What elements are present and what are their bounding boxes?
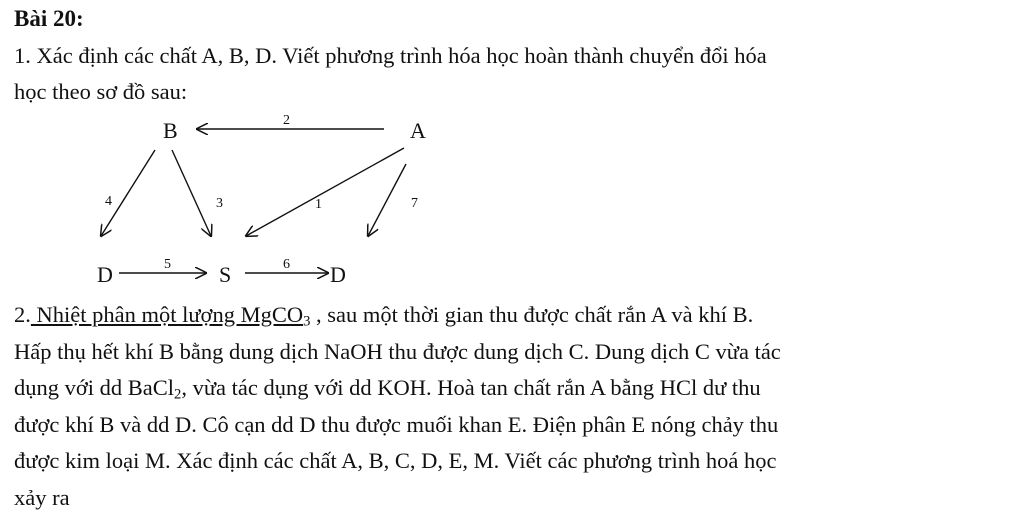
part-2-number: 2. (14, 302, 31, 327)
arrow-2-label: 2 (283, 113, 290, 128)
arrow-5-label: 5 (164, 257, 171, 272)
part-2-line-6: xảy ra (14, 484, 70, 510)
arrow-3-label: 3 (216, 196, 223, 211)
part-1-line-2: học theo sơ đồ sau: (14, 79, 188, 104)
part-2-line-3-tail: , vừa tác dụng với dd KOH. Hoà tan chất rắn A bằng HCl dư thu (181, 375, 761, 400)
part-2-line-3 (14, 370, 1014, 407)
arrow-1 (246, 148, 404, 236)
part-2-question (14, 297, 1014, 516)
node-s: S (219, 262, 232, 287)
arrow-6-label: 6 (283, 257, 290, 272)
arrow-7-label: 7 (411, 196, 418, 211)
arrow-4-label: 4 (105, 194, 112, 209)
arrow-1-label: 1 (315, 197, 322, 212)
part-2-line-5: được kim loại M. Xác định các chất A, B, C, D, E, M. Viết các phương trình hoá học (14, 448, 777, 473)
part-2-line-4: được khí B và dd D. Cô cạn dd D thu được muối khan E. Điện phân E nóng chảy thu (14, 411, 779, 437)
node-d-right: D (330, 262, 346, 287)
arrow-4 (101, 150, 155, 236)
exercise-title: Bài 20: (14, 6, 84, 31)
arrow-3 (172, 150, 211, 236)
arrow-7 (368, 164, 406, 236)
part-2-line-1-text: Nhiệt phân một lượng MgCO (30, 302, 304, 327)
part-2-line-1 (14, 297, 1014, 334)
part-2-line-3-text: dụng với dd BaCl (14, 375, 175, 400)
node-d-left: D (97, 262, 113, 287)
part-2-line-2: Hấp thụ hết khí B bằng dung dịch NaOH thu được dung dịch C. Dung dịch C vừa tác (14, 338, 781, 364)
mgco3-subscript: 3 (303, 313, 311, 330)
part-2-line-1-tail: , sau một thời gian thu được chất rắn A và khí B. (310, 302, 754, 327)
node-b: B (163, 118, 178, 143)
node-a: A (410, 118, 426, 143)
part-1-line-1: 1. Xác định các chất A, B, D. Viết phương trình hóa học hoàn thành chuyển đổi hóa (14, 43, 767, 68)
bacl2-subscript: 2 (174, 386, 182, 403)
